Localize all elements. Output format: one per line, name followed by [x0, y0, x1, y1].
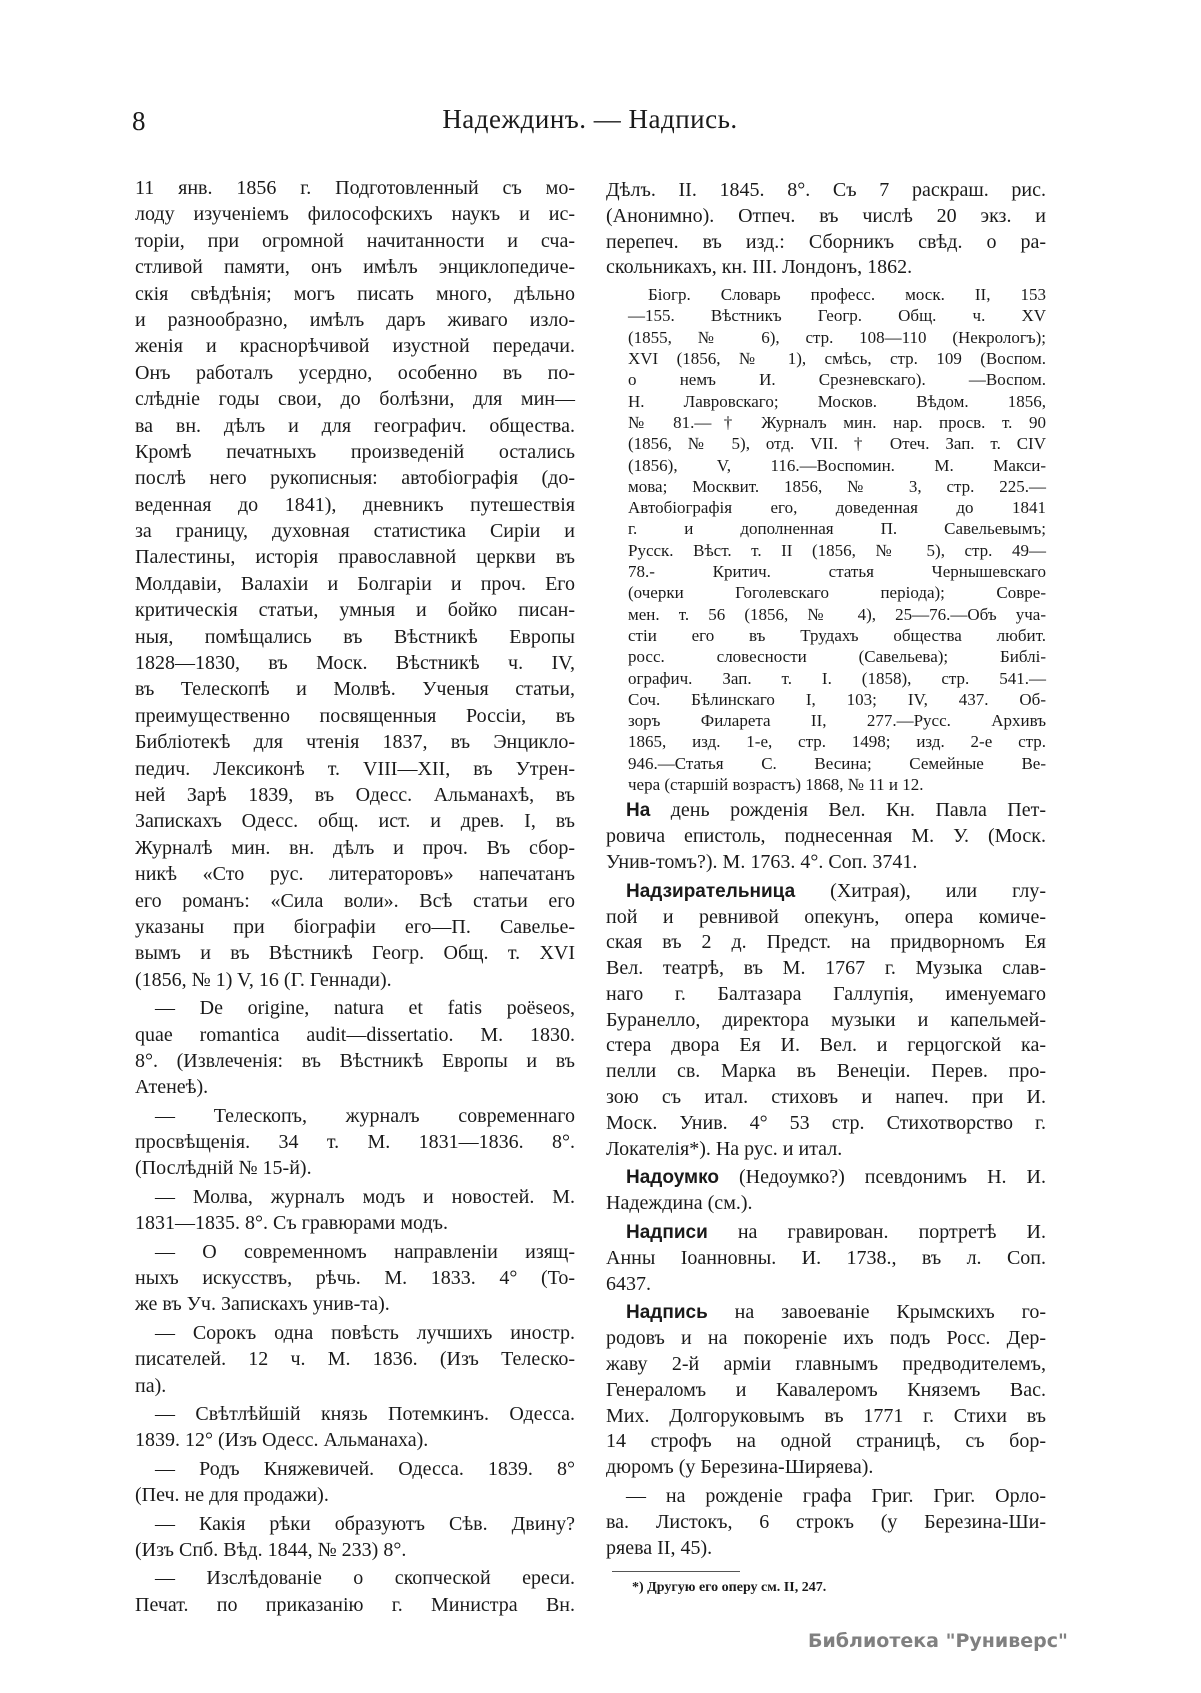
text-line: — De origine, natura et fatis poëseos,: [155, 997, 575, 1020]
text-line: (1856, № 5), отд. VII. † Отеч. Зап. т. CIV: [628, 434, 1046, 454]
paragraph: [135, 1239, 575, 1318]
text-line: перепеч. въ изд.: Сборникъ свѣд. о ра-: [606, 230, 1046, 253]
text-line: ва вн. дѣлъ и для географич. общества.: [135, 414, 575, 437]
text-line: 1839. 12° (Изъ Одесс. Альманаха).: [135, 1429, 429, 1452]
entry-text: на завоеваніе Крымскихъ го-: [707, 1301, 1046, 1324]
text-line: пой и ревнивой опекунъ, опера комиче-: [606, 905, 1046, 928]
paragraph: [135, 1184, 575, 1237]
text-line: ва. Листокъ, 6 строкъ (у Березина-Ши-: [606, 1510, 1046, 1533]
text-line: жаву 2-й арміи главнымъ предводителемъ,: [606, 1353, 1046, 1376]
text-line: — Телескопъ, журналъ современнаго: [155, 1104, 575, 1127]
text-line: дюромъ (у Березина-Ширяева).: [606, 1456, 874, 1479]
text-line: ографич. Зап. т. I. (1858), стр. 541.—: [628, 668, 1046, 688]
entry-5: [606, 1220, 1046, 1297]
text-line: педич. Лексиконѣ т. VIII—XII, въ Утрен-: [135, 757, 575, 780]
text-line: Журналѣ мин. вн. дѣлъ и проч. Въ сбор-: [135, 836, 575, 859]
text-line: Моск. Унив. 4° 53 стр. Стихотворство г.: [606, 1111, 1046, 1134]
headword: Надписи: [626, 1222, 708, 1244]
text-line: веденная до 1841), дневникъ путешествія: [135, 493, 575, 516]
running-title: Надеждинъ. — Надпись.: [442, 104, 738, 134]
text-line: Онъ работалъ усердно, особенно въ по-: [135, 361, 575, 384]
text-line: ская въ 2 д. Предст. на придворномъ Ея: [606, 931, 1046, 954]
text-line: [606, 1220, 1046, 1246]
text-line: XVI (1856, № 1), смѣсь, стр. 109 (Воспом.: [628, 349, 1046, 369]
text-line: г. и дополненная П. Савельевымъ;: [628, 519, 1046, 539]
text-line: Біогр. Словарь професс. моск. II, 153: [648, 285, 1046, 305]
entry-text: день рожденія Вел. Кн. Павла Пет-: [650, 799, 1046, 822]
text-line: 1828—1830, въ Моск. Вѣстникѣ ч. IV,: [135, 652, 575, 675]
text-line: Библіотекѣ для чтенія 1837, въ Энцикло-: [135, 731, 575, 754]
entry-text: на гравирован. портретѣ И.: [707, 1221, 1046, 1244]
text-line: Локателія*). На рус. и итал.: [606, 1137, 843, 1160]
text-line: па).: [135, 1374, 167, 1397]
text-line: — Изслѣдованіе о скопческой ереси.: [155, 1567, 575, 1590]
paragraph: [135, 1456, 575, 1509]
footnote: *) Другую его оперу см. II, 247.: [632, 1580, 827, 1595]
left-column: [135, 175, 575, 1618]
text-line: (1856, № 1) V, 16 (Г. Геннади).: [135, 968, 392, 991]
text-line: стіи его въ Трудахъ общества любит.: [628, 625, 1046, 645]
text-line: 14 строфъ на одной страницѣ, съ бор-: [606, 1430, 1046, 1453]
text-line: мова; Москвит. 1856, № 3, стр. 225.—: [628, 476, 1046, 496]
entry-3: [606, 879, 1046, 1163]
text-line: — Свѣтлѣйшій князь Потемкинъ. Одесса.: [155, 1402, 575, 1425]
text-line: женія и краснорѣчивой изустной передачи.: [135, 335, 575, 358]
text-line: Автобіографія его, доведенная до 1841: [628, 498, 1046, 518]
text-line: торіи, при огромной начитанности и сча-: [135, 229, 575, 252]
text-line: (1855, № 6), стр. 108—110 (Некрологъ);: [628, 327, 1046, 347]
text-line: наго г. Балтазара Галлупія, именуемаго: [606, 982, 1046, 1005]
text-line: стера двора Ея И. Вел. и герцогской ка-: [606, 1034, 1046, 1057]
paragraph: [135, 1103, 575, 1182]
text-line: — Молва, журналъ модъ и новостей. М.: [155, 1185, 575, 1208]
paragraph: [135, 1511, 575, 1564]
paragraph: [135, 1565, 575, 1618]
text-line: — Сорокъ одна повѣсть лучшихъ иностр.: [155, 1321, 575, 1344]
text-line: и разнообразно, имѣлъ даръ живаго изло-: [135, 308, 575, 331]
text-line: же въ Уч. Запискахъ унив-та).: [135, 1293, 390, 1316]
text-line: — Какія рѣки образуютъ Сѣв. Двину?: [155, 1512, 575, 1535]
text-line: (1856), V, 116.—Воспомин. М. Макси-: [628, 455, 1046, 475]
text-line: Дѣлъ. II. 1845. 8°. Съ 7 раскраш. рис.: [606, 179, 1046, 201]
text-line: № 81.—† Журналъ мин. нар. просв. т. 90: [628, 412, 1046, 432]
text-line: зою съ итал. стиховъ и напеч. при И.: [606, 1086, 1046, 1109]
text-line: [606, 879, 1046, 905]
text-line: — Родъ Княжевичей. Одесса. 1839. 8°: [155, 1457, 575, 1480]
text-line: послѣ него рукописныя: автобіографія (до-: [135, 467, 575, 490]
text-line: 1865, изд. 1-е, стр. 1498; изд. 2-е стр.: [628, 732, 1046, 752]
text-line: указаны при біографіи его—П. Савелье-: [135, 915, 575, 938]
text-line: писателей. 12 ч. М. 1836. (Изъ Телеско-: [135, 1348, 575, 1371]
paragraph: [606, 1484, 1046, 1561]
text-line: —155. Вѣстникъ Геогр. Общ. ч. XV: [628, 306, 1046, 326]
text-line: 78.- Критич. статья Чернышевскаго: [628, 562, 1046, 582]
text-line: Надеждина (см.).: [606, 1192, 753, 1215]
text-line: Атенеѣ).: [135, 1076, 209, 1099]
entry-2: [606, 798, 1046, 875]
text-line: [606, 798, 1046, 824]
text-line: родовъ и на покореніе ихъ подъ Росс. Дер-: [606, 1327, 1046, 1350]
text-line: ряева II, 45).: [606, 1536, 713, 1559]
text-line: Унив-томъ?). М. 1763. 4°. Соп. 3741.: [606, 850, 918, 873]
paragraph: [135, 1320, 575, 1399]
paragraph: [606, 178, 1046, 281]
entry-text: (Недоумко?) псевдонимъ Н. И.: [718, 1166, 1046, 1189]
text-line: quae romantica audit—dissertatio. M. 1830.: [135, 1023, 575, 1046]
text-line: ныхъ искусствъ, рѣчь. М. 1833. 4° (То-: [135, 1267, 575, 1290]
bibliography-note: [628, 284, 1046, 795]
text-line: его романъ: «Сила воли». Всѣ статьи его: [135, 889, 575, 912]
paragraph: [135, 175, 575, 993]
text-line: мен. т. 56 (1856, № 4), 25—76.—Объ уча-: [628, 604, 1046, 624]
text-line: просвѣщенія. 34 т. М. 1831—1836. 8°.: [135, 1131, 575, 1154]
headword: Надоумко: [626, 1167, 719, 1189]
text-line: [606, 1300, 1046, 1326]
text-line: 11 янв. 1856 г. Подготовленный съ мо-: [135, 177, 575, 199]
text-line: стливой памяти, онъ имѣлъ энциклопедиче-: [135, 256, 575, 279]
text-line: [606, 1165, 1046, 1191]
text-line: критическія статьи, умныя и бойко писан-: [135, 599, 575, 622]
text-line: Кромѣ печатныхъ произведеній остались: [135, 440, 575, 463]
headword: Надзирательница: [626, 880, 796, 902]
text-line: росс. словесности (Савельева); Библі-: [628, 647, 1046, 667]
text-line: скія свѣдѣнія; могъ писать много, дѣльно: [135, 282, 575, 305]
text-line: (Анонимно). Отпеч. въ числѣ 20 экз. и: [606, 204, 1046, 227]
text-line: — на рожденіе графа Григ. Григ. Орло-: [626, 1485, 1046, 1508]
text-line: Анны Іоанновны. И. 1738., въ л. Соп.: [606, 1246, 1046, 1269]
text-line: Вел. театрѣ, въ М. 1767 г. Музыка слав-: [606, 957, 1046, 980]
entry-text: (Хитрая), или глу-: [795, 879, 1046, 902]
footnote-divider: [612, 1571, 740, 1572]
right-column: [606, 175, 1046, 1561]
text-line: Мих. Долгоруковымъ въ 1771 г. Стихи въ: [606, 1404, 1046, 1427]
text-line: слѣдніе годы свои, до болѣзни, для мин—: [135, 388, 575, 411]
text-line: Печат. по приказанію г. Министра Вн.: [135, 1593, 575, 1616]
headword: Надпись: [626, 1302, 708, 1324]
text-line: лоду изученіемъ философскихъ наукъ и ис-: [135, 203, 575, 226]
text-line: Запискахъ Одесс. общ. ист. и древ. I, въ: [135, 810, 575, 833]
text-line: пелли св. Марка въ Венеціи. Перев. про-: [606, 1060, 1046, 1083]
text-line: ныя, помѣщались въ Вѣстникѣ Европы: [135, 625, 575, 648]
page-number: 8: [132, 106, 146, 136]
text-line: Молдавіи, Валахіи и Болгаріи и проч. Его: [135, 572, 575, 595]
text-line: зоръ Филарета II, 277.—Русс. Архивъ: [628, 711, 1046, 731]
text-line: 6437.: [606, 1272, 651, 1295]
text-line: 1831—1835. 8°. Съ гравюрами модъ.: [135, 1212, 448, 1235]
text-line: (очерки Гоголевскаго періода); Совре-: [628, 583, 1046, 603]
text-line: (Изъ Спб. Вѣд. 1844, № 233) 8°.: [135, 1538, 407, 1561]
text-line: (Печ. не для продажи).: [135, 1484, 329, 1507]
text-line: 8°. (Извлеченія: въ Вѣстникѣ Европы и въ: [135, 1049, 575, 1072]
entry-6: [606, 1300, 1046, 1481]
headword: На: [626, 800, 651, 822]
library-watermark: Библиотека "Руниверс": [808, 1630, 1068, 1652]
text-line: никѣ «Сто рус. литераторовъ» напечатанъ: [135, 863, 575, 886]
text-line: преимущественно посвященныя Россіи, въ: [135, 704, 575, 727]
text-line: вымъ и въ Вѣстникѣ Геогр. Общ. т. XVI: [135, 942, 575, 965]
text-line: 946.—Статья С. Весина; Семейные Ве-: [628, 753, 1046, 773]
entry-4: [606, 1165, 1046, 1217]
paragraph: [135, 1401, 575, 1454]
text-line: за границу, духовная статистика Сиріи и: [135, 520, 575, 543]
text-line: Буранелло, директора музыки и капельмей-: [606, 1008, 1046, 1031]
text-line: Н. Лавровскаго; Москов. Вѣдом. 1856,: [628, 391, 1046, 411]
text-line: ровича епистоль, поднесенная М. У. (Моск.: [606, 825, 1046, 848]
text-line: ней Зарѣ 1839, въ Одесс. Альманахѣ, въ: [135, 783, 575, 806]
text-line: Соч. Бѣлинскаго I, 103; IV, 437. Об-: [628, 689, 1046, 709]
paragraph: [135, 995, 575, 1101]
text-line: въ Телескопѣ и Молвѣ. Ученыя статьи,: [135, 678, 575, 701]
text-line: Русск. Вѣст. т. II (1856, № 5), стр. 49—: [628, 540, 1046, 560]
text-line: скольникахъ, кн. III. Лондонъ, 1862.: [606, 256, 913, 279]
text-line: Палестины, исторія православной церкви въ: [135, 546, 575, 569]
text-line: о немъ И. Срезневскаго). —Воспом.: [628, 370, 1046, 390]
text-line: (Послѣдній № 15-й).: [135, 1157, 312, 1180]
text-line: — О современномъ направленіи изящ-: [155, 1240, 575, 1263]
text-line: Генераломъ и Кавалеромъ Княземъ Вас.: [606, 1378, 1046, 1401]
text-line: чера (старшій возрастъ) 1868, № 11 и 12.: [628, 775, 924, 795]
